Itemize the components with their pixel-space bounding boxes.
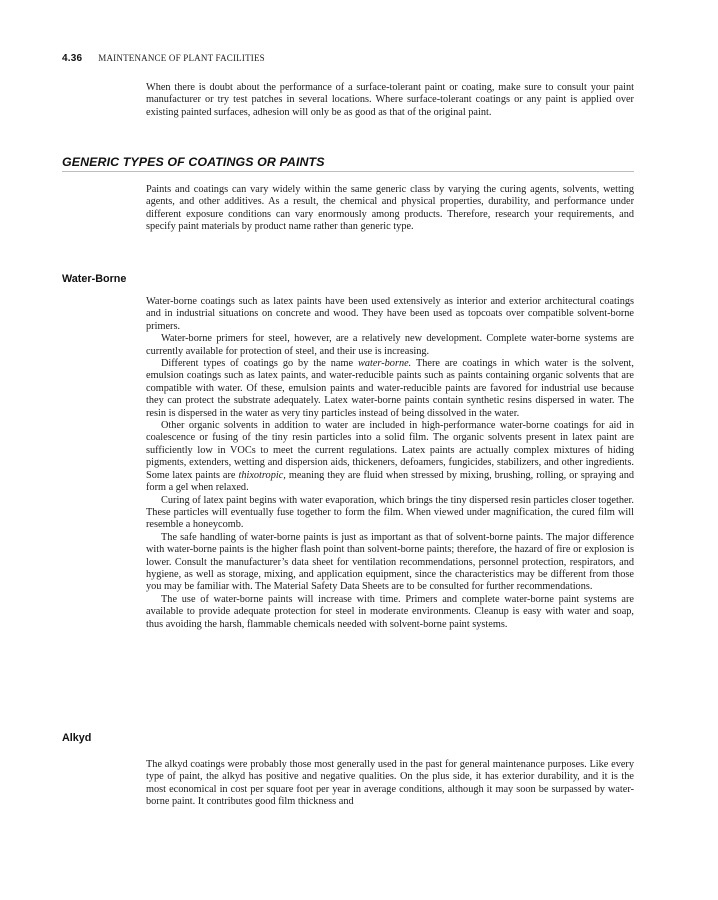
italic-term: thixotropic, <box>238 469 286 481</box>
page-number: 4.36 <box>62 53 83 64</box>
subheading-water-borne: Water-Borne <box>62 273 127 285</box>
paragraph <box>146 420 634 494</box>
paragraph <box>146 358 634 420</box>
italic-term: water-borne. <box>357 358 412 370</box>
paragraph: Curing of latex paint begins with water evaporation, which brings the tiny dispersed resin particles closer together. These particles will eventually fuse together to form the film. When viewed under magnification, the cured film will resemble a honeycomb. <box>146 494 634 531</box>
text-run: Different types of coatings go by the name <box>161 358 358 370</box>
intro-block <box>146 82 634 119</box>
paragraph: Water-borne primers for steel, however, are a relatively new development. Complete water-borne systems are currently available for protection of steel, and their use is increasing. <box>146 333 634 357</box>
alkyd-block <box>146 759 634 809</box>
subheading-alkyd: Alkyd <box>62 732 92 744</box>
paragraph: The use of water-borne paints will increase with time. Primers and complete water-borne paint systems are available to provide adequate protection for steel in moderate environments. Cleanup is easy with water and soap, thus avoiding the harsh, flammable chemicals needed with solvent-borne paint systems. <box>146 593 634 630</box>
intro-paragraph: When there is doubt about the performance of a surface-tolerant paint or coating, make sure to consult your paint manufacturer or try test patches in several locations. Where surface-tolerant coatings or any paint is applied over existing painted surfaces, adhesion will only be as good as that of the original paint. <box>146 82 634 118</box>
section-paragraph: Paints and coatings can vary widely within the same generic class by varying the curing agents, solvents, wetting agents, and other additives. As a result, the chemical and physical properties, durability, and performance under different exposure conditions can vary enormously among products. Therefore, research your requirements, and specify paint materials by product name rather than generic type. <box>146 184 634 233</box>
paragraph: The alkyd coatings were probably those most generally used in the past for general maintenance purposes. Like every type of paint, the alkyd has positive and negative qualities. On the plus side, it has exterior durability, and it is the most economical in cost per square foot per year in average conditions, although it may soon be surpassed by water-borne paint. It contributes good film thickness and <box>146 759 634 808</box>
water-borne-block <box>146 296 634 631</box>
section-heading: GENERIC TYPES OF COATINGS OR PAINTS <box>62 155 634 172</box>
section-intro-block <box>146 184 634 234</box>
running-head-title: MAINTENANCE OF PLANT FACILITIES <box>98 53 265 63</box>
text-run: There are coatings in which water is the solvent, emulsion coatings such as latex paints, and water-reducible paints such as paints containing organic solvents that are compatible with water. Of these, emulsion paints and water-reducible paints are favored for industrial use because they can protect the substrate adequately. Latex water-borne paints contain synthetic resins dispersed in water. The resin is dispersed in the water as very tiny particles instead of being dissolved in the water. <box>146 358 634 419</box>
running-head <box>62 53 265 64</box>
text-run: Other organic solvents in addition to water are included in high-performance water-borne coatings for aid in coalescence or fusing of the tiny resin particles into a solid film. The organic solvents present in latex paint are sufficiently low in VOCs to meet the current regulations. Latex paints are actually complex mixtures of hiding pigments, extenders, wetting and dispersion aids, thickeners, defoamers, fungicides, stabilizers, and other ingredients. Some latex paints are <box>146 420 634 481</box>
paragraph: Water-borne coatings such as latex paints have been used extensively as interior and exterior architectural coatings and in industrial situations on concrete and wood. They have been used as topcoats over compatible solvent-borne primers. <box>146 296 634 332</box>
paragraph: The safe handling of water-borne paints is just as important as that of solvent-borne paints. The major difference with water-borne paints is the higher flash point than solvent-borne paints; therefore, the hazard of fire or explosion is lower. Consult the manufacturer’s data sheet for ventilation recommendations, personnel protection, respirators, and hygiene, as well as storage, mixing, and application equipment, since the characteristics may be different from those you may be familiar with. The Material Safety Data Sheets are to be consulted for further recommendations. <box>146 531 634 593</box>
text-run: meaning they are fluid when stressed by mixing, brushing, rolling, or spraying and form a gel when relaxed. <box>146 469 634 494</box>
